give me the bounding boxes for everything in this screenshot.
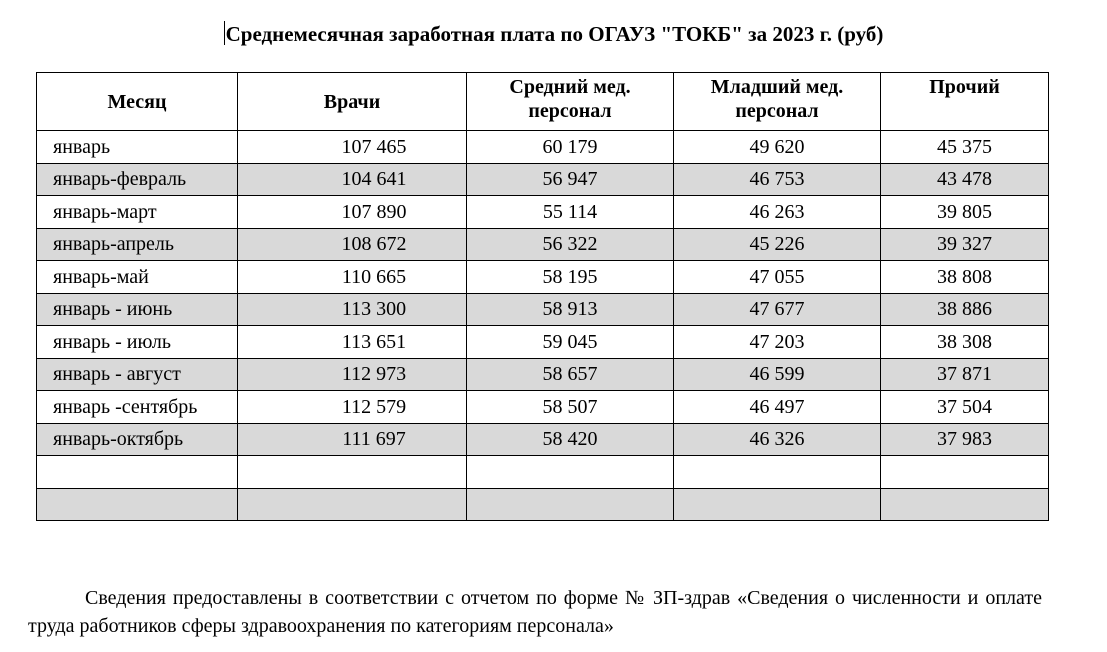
- cell-other: 39 327: [881, 228, 1049, 261]
- cell-junior-staff: 46 753: [674, 163, 881, 196]
- cell-doctors: 113 651: [238, 326, 467, 359]
- cell-mid-staff: 58 657: [467, 358, 674, 391]
- table-row: [37, 228, 1049, 261]
- cell-junior-staff: [674, 488, 881, 521]
- cell-doctors: [238, 488, 467, 521]
- cell-other: 37 983: [881, 423, 1049, 456]
- table-row: [37, 261, 1049, 294]
- table-header-row: [37, 73, 1049, 131]
- cell-month: [37, 456, 238, 489]
- header-mid-staff: [467, 73, 674, 131]
- header-other-label: Прочий: [929, 76, 1000, 98]
- cell-month: январь -сентябрь: [37, 391, 238, 424]
- cell-mid-staff: 58 420: [467, 423, 674, 456]
- table-row: [37, 196, 1049, 229]
- cell-mid-staff: 59 045: [467, 326, 674, 359]
- cell-other: 38 808: [881, 261, 1049, 294]
- cell-junior-staff: 46 263: [674, 196, 881, 229]
- cell-mid-staff: [467, 488, 674, 521]
- cell-other: 38 886: [881, 293, 1049, 326]
- cell-junior-staff: 46 326: [674, 423, 881, 456]
- table-row: [37, 423, 1049, 456]
- salary-table: [36, 72, 1049, 521]
- page-title: [0, 20, 1107, 48]
- cell-doctors: 112 579: [238, 391, 467, 424]
- text-cursor: [224, 21, 225, 45]
- cell-other: 38 308: [881, 326, 1049, 359]
- cell-mid-staff: [467, 456, 674, 489]
- cell-doctors: 112 973: [238, 358, 467, 391]
- header-junior-staff: [674, 73, 881, 131]
- cell-doctors: 104 641: [238, 163, 467, 196]
- cell-other: 37 871: [881, 358, 1049, 391]
- cell-junior-staff: 46 497: [674, 391, 881, 424]
- cell-mid-staff: 56 947: [467, 163, 674, 196]
- cell-month: январь-март: [37, 196, 238, 229]
- cell-mid-staff: 60 179: [467, 131, 674, 164]
- header-doctors-label: Врачи: [323, 90, 381, 113]
- cell-junior-staff: 47 203: [674, 326, 881, 359]
- cell-doctors: [238, 456, 467, 489]
- header-junior-staff-line2: персонал: [735, 100, 819, 122]
- cell-month: январь: [37, 131, 238, 164]
- header-mid-staff-line1: Средний мед.: [509, 76, 631, 98]
- cell-other: [881, 456, 1049, 489]
- cell-month: январь-май: [37, 261, 238, 294]
- cell-mid-staff: 58 195: [467, 261, 674, 294]
- cell-junior-staff: 49 620: [674, 131, 881, 164]
- header-doctors: [238, 73, 467, 131]
- header-month: [37, 73, 238, 131]
- cell-month: январь - июль: [37, 326, 238, 359]
- cell-mid-staff: 55 114: [467, 196, 674, 229]
- cell-doctors: 107 465: [238, 131, 467, 164]
- table-row-empty: [37, 488, 1049, 521]
- cell-junior-staff: 47 055: [674, 261, 881, 294]
- cell-doctors: 110 665: [238, 261, 467, 294]
- cell-month: [37, 488, 238, 521]
- header-month-label: Месяц: [107, 90, 167, 113]
- footnote: Сведения предоставлены в соответствии с отчетом по форме № ЗП-здрав «Сведения о численности и оплате труда работников сферы здравоохранения по категориям персонала»: [28, 587, 1042, 637]
- cell-doctors: 108 672: [238, 228, 467, 261]
- cell-month: январь-апрель: [37, 228, 238, 261]
- cell-month: январь-февраль: [37, 163, 238, 196]
- page-title-text: Среднемесячная заработная плата по ОГАУЗ "ТОКБ" за 2023 г. (руб): [225, 22, 884, 46]
- header-other: [881, 73, 1049, 131]
- header-junior-staff-line1: Младший мед.: [710, 76, 844, 98]
- cell-mid-staff: 58 507: [467, 391, 674, 424]
- cell-doctors: 111 697: [238, 423, 467, 456]
- table-row-empty: [37, 456, 1049, 489]
- cell-other: 37 504: [881, 391, 1049, 424]
- cell-other: 43 478: [881, 163, 1049, 196]
- cell-doctors: 107 890: [238, 196, 467, 229]
- cell-junior-staff: 46 599: [674, 358, 881, 391]
- cell-junior-staff: 45 226: [674, 228, 881, 261]
- table-row: [37, 358, 1049, 391]
- cell-month: январь - август: [37, 358, 238, 391]
- cell-mid-staff: 58 913: [467, 293, 674, 326]
- cell-mid-staff: 56 322: [467, 228, 674, 261]
- table-row: [37, 163, 1049, 196]
- cell-other: 45 375: [881, 131, 1049, 164]
- cell-junior-staff: 47 677: [674, 293, 881, 326]
- table-row: [37, 131, 1049, 164]
- table-row: [37, 326, 1049, 359]
- cell-doctors: 113 300: [238, 293, 467, 326]
- table-row: [37, 391, 1049, 424]
- cell-junior-staff: [674, 456, 881, 489]
- cell-other: [881, 488, 1049, 521]
- cell-other: 39 805: [881, 196, 1049, 229]
- header-mid-staff-line2: персонал: [528, 100, 612, 122]
- table-row: [37, 293, 1049, 326]
- cell-month: январь - июнь: [37, 293, 238, 326]
- cell-month: январь-октябрь: [37, 423, 238, 456]
